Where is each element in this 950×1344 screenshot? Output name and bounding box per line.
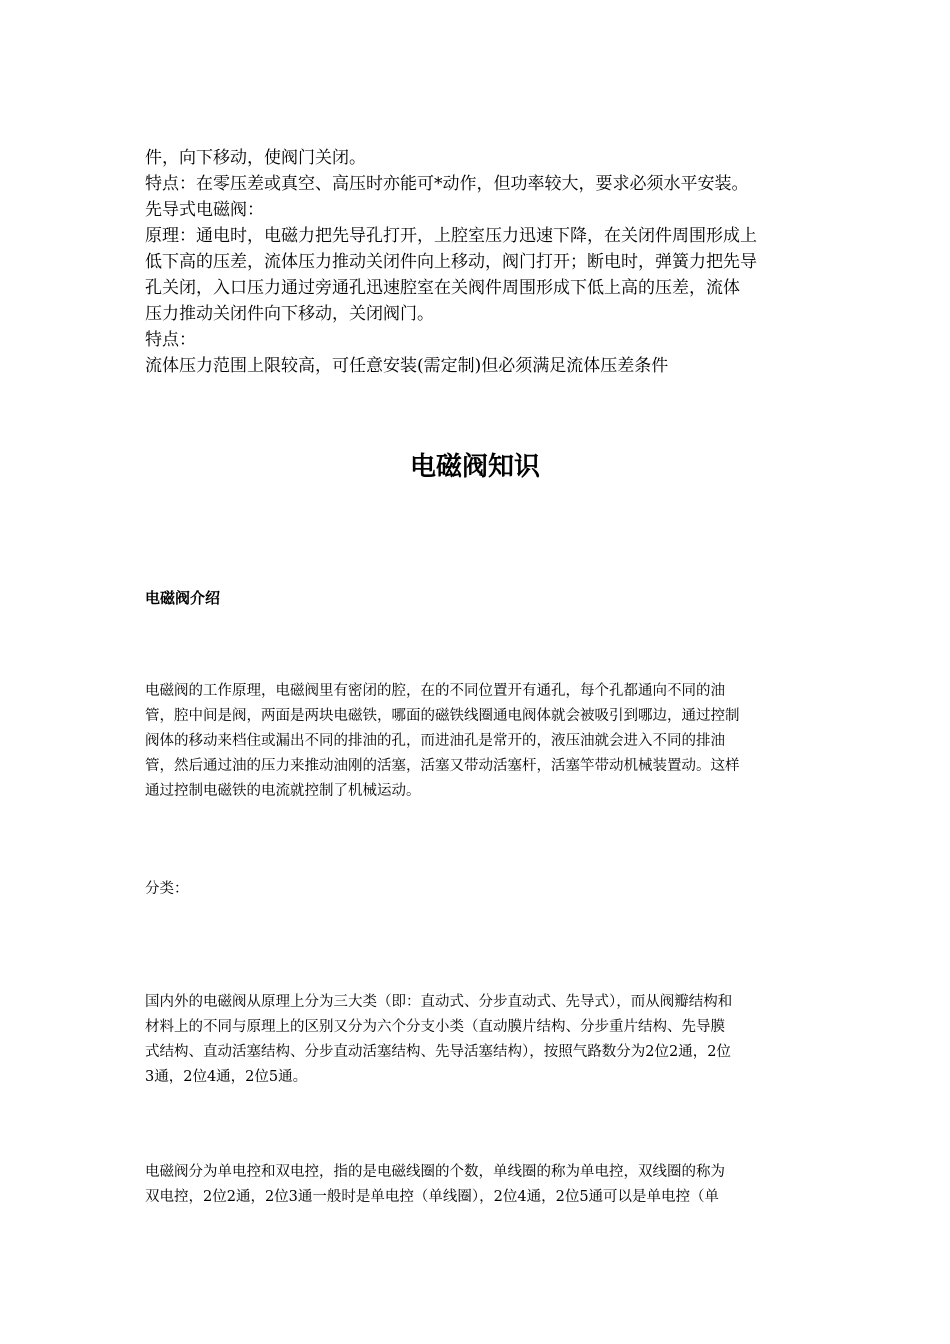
text-line: 3通，2位4通，2位5通。 xyxy=(145,1069,308,1085)
text-line: 特点： xyxy=(145,330,196,350)
text-line: 双电控，2位2通，2位3通一般时是单电控（单线圈），2位4通，2位5通可以是单电控（单 xyxy=(145,1189,720,1205)
text-line: 国内外的电磁阀从原理上分为三大类（即：直动式、分步直动式、先导式），而从阀瓣结构和 xyxy=(145,994,733,1010)
text-line: 电磁阀分为单电控和双电控，指的是电磁线圈的个数，单线圈的称为单电控，双线圈的称为 xyxy=(145,1164,725,1180)
text-line: 孔关闭，入口压力通过旁通孔迅速腔室在关阀件周围形成下低上高的压差，流体 xyxy=(145,278,740,298)
text-line: 压力推动关闭件向下移动，关闭阀门。 xyxy=(145,304,434,324)
text-line: 低下高的压差，流体压力推动关闭件向上移动，阀门打开；断电时，弹簧力把先导 xyxy=(145,252,757,272)
text-line: 先导式电磁阀： xyxy=(145,200,264,220)
text-line: 件，向下移动，使阀门关闭。 xyxy=(145,148,366,168)
page-title: 电磁阀知识 xyxy=(409,452,540,482)
classification-paragraph xyxy=(145,990,810,1090)
text-line: 阀体的移动来档住或漏出不同的排油的孔，而进油孔是常开的，液压油就会进入不同的排油 xyxy=(145,733,725,749)
intro-heading: 电磁阀介绍 xyxy=(145,589,221,607)
control-paragraph xyxy=(145,1160,810,1210)
text-line: 电磁阀的工作原理，电磁阀里有密闭的腔，在的不同位置开有通孔，每个孔都通向不同的油 xyxy=(145,683,725,699)
text-line: 管，然后通过油的压力来推动油刚的活塞，活塞又带动活塞杆，活塞竿带动机械装置动。这样 xyxy=(145,758,740,774)
text-line: 材料上的不同与原理上的区别又分为六个分支小类（直动膜片结构、分步重片结构、先导膜 xyxy=(145,1019,725,1035)
text-line: 管，腔中间是阀，两面是两块电磁铁，哪面的磁铁线圈通电阀体就会被吸引到哪边，通过控制 xyxy=(145,708,740,724)
text-line: 式结构、直动活塞结构、分步直动活塞结构、先导活塞结构），按照气路数分为2位2通，2位 xyxy=(145,1044,731,1060)
classification-label: 分类： xyxy=(145,881,189,897)
text-line: 流体压力范围上限较高，可任意安装(需定制)但必须满足流体压差条件 xyxy=(145,356,669,376)
text-line: 特点：在零压差或真空、高压时亦能可*动作，但功率较大，要求必须水平安装。 xyxy=(145,174,749,194)
intro-paragraph xyxy=(145,679,810,804)
top-section xyxy=(145,145,810,379)
text-line: 通过控制电磁铁的电流就控制了机械运动。 xyxy=(145,783,421,799)
text-line: 原理：通电时，电磁力把先导孔打开，上腔室压力迅速下降，在关闭件周围形成上 xyxy=(145,226,757,246)
